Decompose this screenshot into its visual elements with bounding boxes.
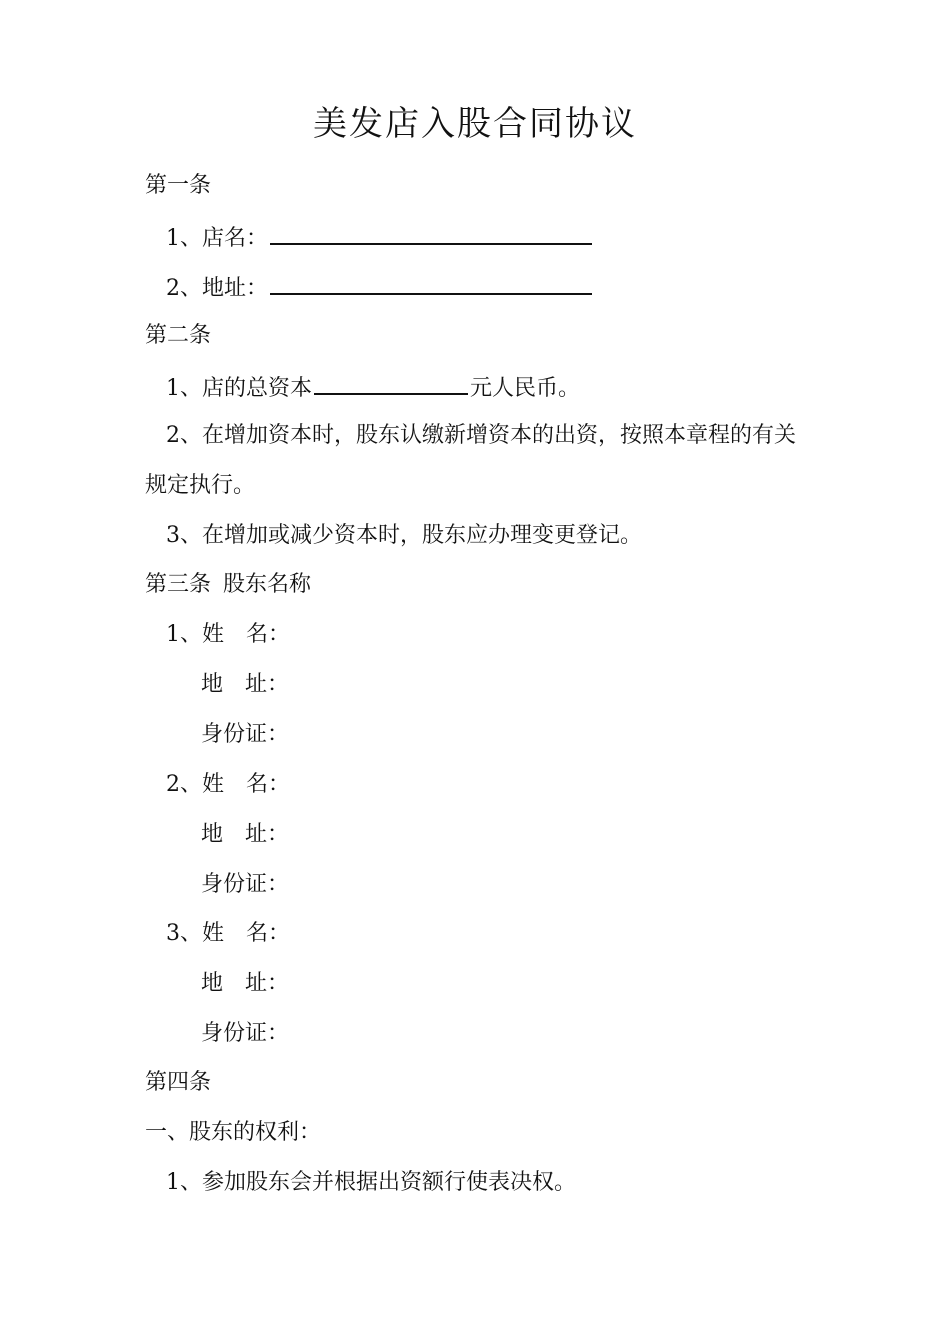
shareholder-number: 1、 — [166, 622, 202, 647]
shareholder-2-id: 身份证： — [201, 872, 290, 897]
capital-increase-clause-line1: 2、在增加资本时，股东认缴新增资本的出资，按照本章程的有关 — [166, 423, 796, 448]
total-capital-pre: 1、店的总资本 — [166, 376, 312, 401]
article-1-heading: 第一条 — [145, 173, 212, 198]
shareholder-1-address — [201, 670, 289, 700]
shop-name-blank[interactable] — [270, 221, 592, 245]
total-capital-post: 元人民币。 — [470, 376, 581, 401]
shareholder-3-address — [201, 969, 289, 999]
shareholder-1-id: 身份证： — [201, 722, 290, 747]
shop-address-blank[interactable] — [270, 271, 592, 295]
shareholder-number: 2、 — [166, 772, 202, 797]
shareholder-3-name — [166, 919, 290, 949]
shop-address-field — [166, 271, 594, 304]
total-capital-blank[interactable] — [314, 371, 468, 395]
address-label-char1: 地 — [201, 971, 224, 996]
name-label-char1: 姓 — [202, 772, 225, 797]
article-3-number: 第三条 — [145, 572, 212, 597]
shareholder-number: 3、 — [166, 921, 202, 946]
address-label-char2: 址： — [245, 971, 290, 996]
address-label-char2: 址： — [245, 672, 290, 697]
name-label-char1: 姓 — [202, 622, 225, 647]
shop-name-field — [166, 221, 594, 254]
name-label-char2: 名： — [246, 772, 291, 797]
capital-increase-clause-line2: 规定执行。 — [145, 473, 256, 498]
total-capital-clause — [166, 371, 580, 404]
document-title: 美发店入股合同协议 — [313, 104, 637, 144]
shareholder-1-name — [166, 620, 290, 650]
shop-name-label: 1、店名： — [166, 226, 268, 251]
shareholder-3-id: 身份证： — [201, 1021, 290, 1046]
name-label-char2: 名： — [246, 622, 291, 647]
shareholder-rights-heading: 一、股东的权利： — [145, 1120, 322, 1145]
name-label-char2: 名： — [246, 921, 291, 946]
address-label-char1: 地 — [201, 672, 224, 697]
address-label-char2: 址： — [245, 822, 290, 847]
shareholder-2-name — [166, 770, 290, 800]
article-3-heading — [145, 570, 311, 600]
shareholder-2-address — [201, 820, 289, 850]
shareholder-right-1: 1、参加股东会并根据出资额行使表决权。 — [166, 1170, 576, 1195]
name-label-char1: 姓 — [202, 921, 225, 946]
capital-change-clause: 3、在增加或减少资本时，股东应办理变更登记。 — [166, 523, 642, 548]
article-2-heading: 第二条 — [145, 323, 212, 348]
shop-address-label: 2、地址： — [166, 276, 268, 301]
article-3-title: 股东名称 — [223, 572, 312, 597]
address-label-char1: 地 — [201, 822, 224, 847]
article-4-heading: 第四条 — [145, 1070, 212, 1095]
